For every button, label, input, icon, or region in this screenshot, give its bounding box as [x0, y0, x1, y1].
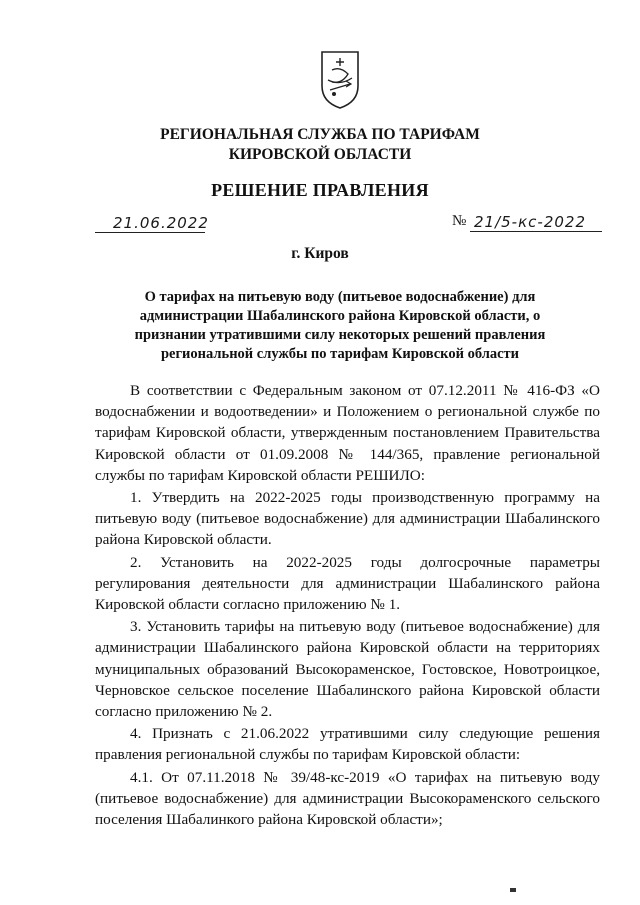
clause-4-1: 4.1. От 07.11.2018 № 39/48-кс-2019 «О тарифах на питьевую воду (питьевое водоснабжение) для администрации Высокораменского сельского поселения Шабалинкого района Кировской области»; [95, 768, 600, 829]
city-line: г. Киров [291, 245, 349, 262]
number-field [452, 210, 602, 232]
number-underline [470, 211, 602, 232]
coat-of-arms-icon [320, 50, 360, 110]
clause-4: 4. Признать с 21.06.2022 утратившими силу следующие решения правления региональной службы по тарифам Кировской области: [95, 725, 600, 764]
document-title: РЕШЕНИЕ ПРАВЛЕНИЯ [211, 180, 429, 200]
handwritten-number: 21/5-кс-2022 [474, 213, 586, 231]
decision-body [95, 380, 600, 831]
handwritten-date: 21.06.2022 [113, 214, 209, 232]
organization-name-line2: КИРОВСКОЙ ОБЛАСТИ [228, 146, 412, 163]
preamble-paragraph: В соответствии с Федеральным законом от 07.12.2011 № 416-ФЗ «О водоснабжении и водоотведении» и Положением о региональной службе по тарифам Кировской области, утвержденным постановлением Правительства Кировской области от 01.09.2008 № 144/365, правление региональной службы по тарифам Кировской области РЕШИЛО: [95, 382, 600, 484]
organization-name-line1: РЕГИОНАЛЬНАЯ СЛУЖБА ПО ТАРИФАМ [160, 126, 480, 143]
clause-1: 1. Утвердить на 2022-2025 годы производственную программу на питьевую воду (питьевое водоснабжение) для администрации Шабалинского района Кировской области. [95, 489, 600, 549]
date-field [95, 212, 209, 233]
scan-mark [510, 888, 516, 892]
clause-3: 3. Установить тарифы на питьевую воду (питьевое водоснабжение) для администрации Шабалинского района Кировской области на территориях муниципальных образований Высокораменское, Гостовское, Новотроицкое, Черновское сельское поселение Шабалинского района Кировской области согласно приложению № 2. [95, 618, 600, 721]
decision-subject: О тарифах на питьевую воду (питьевое водоснабжение) для администрации Шабалинского района Кировской области, о признании утратившими силу некоторых решений правления региональной службы по тарифам Кировской области [134, 289, 546, 362]
number-sign: № [452, 213, 467, 229]
clause-2: 2. Установить на 2022-2025 годы долгосрочные параметры регулирования деятельности для администрации Шабалинского района Кировской области согласно приложению № 1. [95, 553, 600, 614]
